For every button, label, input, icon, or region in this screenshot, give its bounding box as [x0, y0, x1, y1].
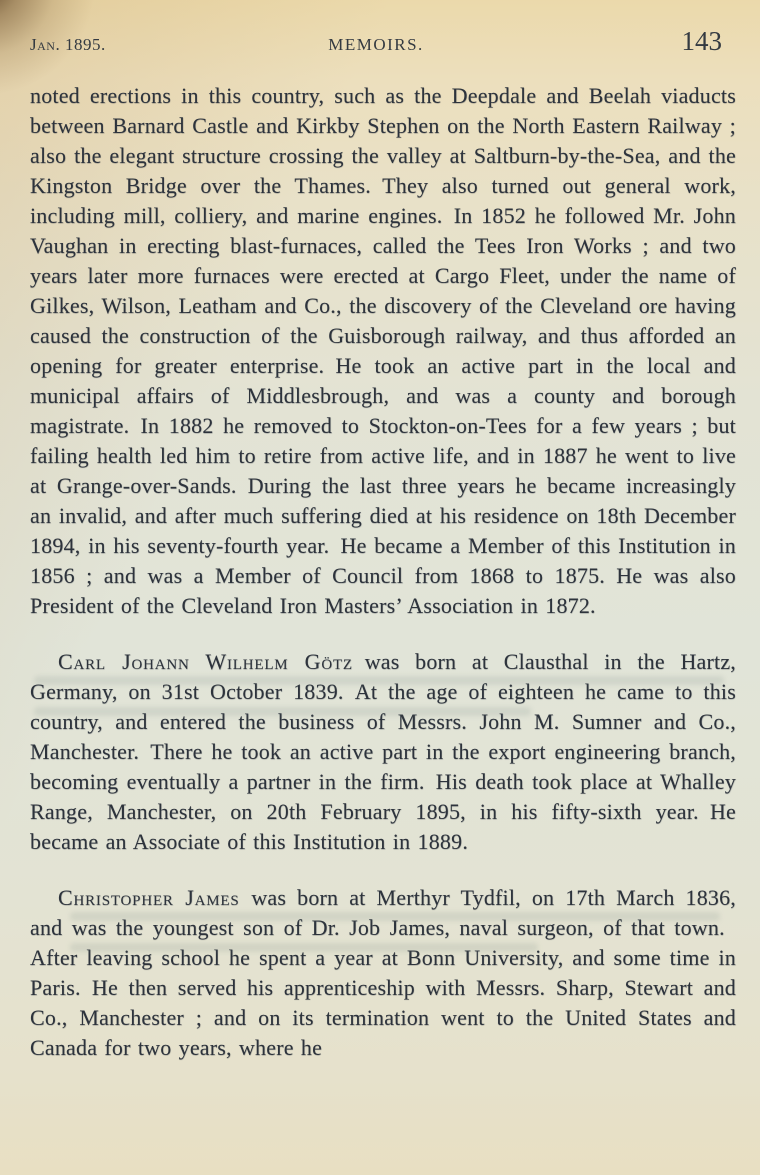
header-date: Jan. 1895.: [30, 35, 106, 54]
paragraph-text: was born at Clausthal in the Hartz, Germany, on 31st October 1839. At the age of eighteen he came to this country, and entered the business of Messrs. John M. Sumner and Co., Manchester. There he took an active part in the export engineering branch, becoming eventually a partner in the firm. His death took place at Whalley Range, Manchester, on 20th February 1895, in his fifty-sixth year. He became an Associate of this Institution in 1889.: [30, 649, 736, 854]
paragraph-obituary-1: [30, 81, 736, 621]
paragraph-obituary-james: [30, 883, 736, 1063]
page-header: [30, 26, 736, 57]
page-body: [30, 81, 736, 1063]
memoir-subject-name: Christopher James: [58, 885, 240, 910]
header-running-title: MEMOIRS.: [328, 35, 424, 54]
paragraph-text: noted erections in this country, such as the Deepdale and Beelah viaducts between Barnard Castle and Kirkby Stephen on the North Eastern Railway ; also the elegant structure crossing the valley at Saltburn-by-the-Sea, and the Kingston Bridge over the Thames. They also turned out general work, including mill, colliery, and marine engines. In 1852 he followed Mr. John Vaughan in erecting blast-furnaces, called the Tees Iron Works ; and two years later more furnaces were erected at Cargo Fleet, under the name of Gilkes, Wilson, Leatham and Co., the discovery of the Cleveland ore having caused the construction of the Guisborough railway, and thus afforded an opening for greater enterprise. He took an active part in the local and municipal affairs of Middlesbrough, and was a county and borough magistrate. In 1882 he removed to Stockton-on-Tees for a few years ; but failing health led him to retire from active life, and in 1887 he went to live at Grange-over-Sands. During the last three years he became increasingly an invalid, and after much suffering died at his residence on 18th December 1894, in his seventy-fourth year. He became a Member of this Institution in 1856 ; and was a Member of Council from 1868 to 1875. He was also President of the Cleveland Iron Masters’ Association in 1872.: [30, 83, 736, 618]
paragraph-obituary-gotz: [30, 647, 736, 857]
header-page-number: 143: [681, 26, 723, 56]
paragraph-text: was born at Merthyr Tydfil, on 17th March 1836, and was the youngest son of Dr. Job James, naval surgeon, of that town. After leaving school he spent a year at Bonn University, and some time in Paris. He then served his apprenticeship with Messrs. Sharp, Stewart and Co., Manchester ; and on its termination went to the United States and Canada for two years, where he: [30, 885, 736, 1060]
memoir-subject-name: Carl Johann Wilhelm Götz: [58, 649, 353, 674]
